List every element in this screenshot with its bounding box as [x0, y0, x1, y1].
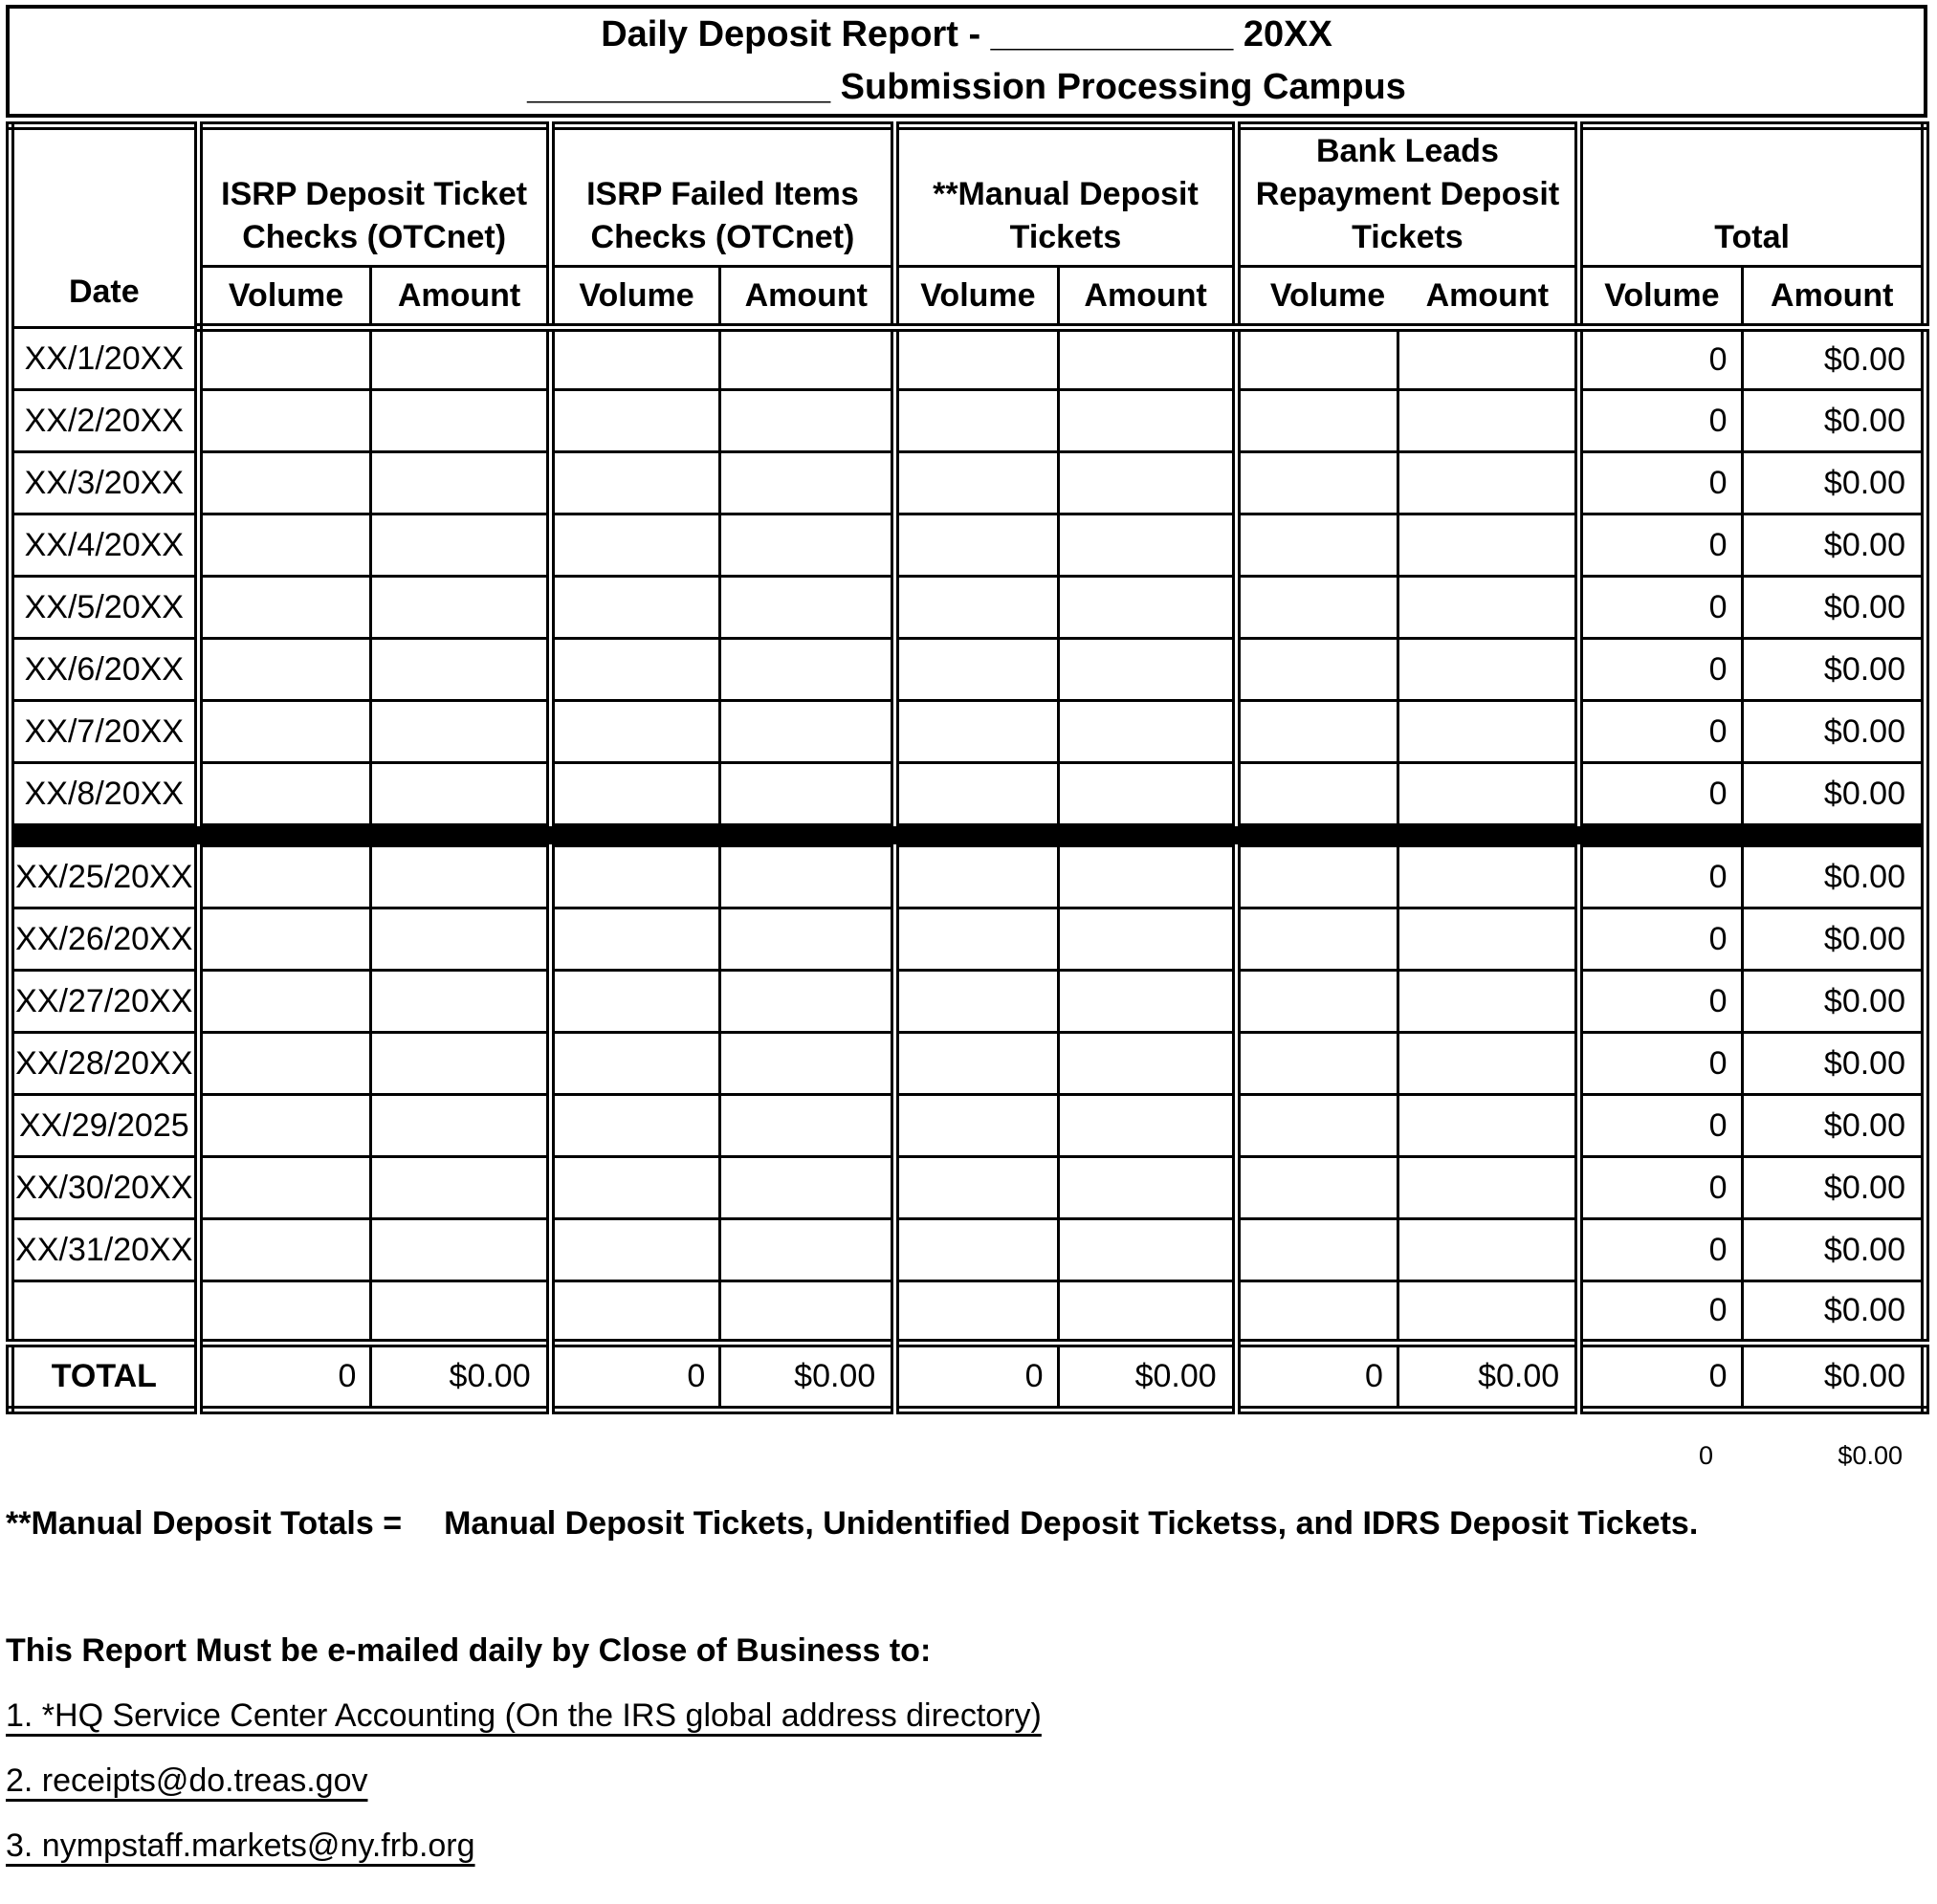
empty-amount-cell [371, 763, 550, 825]
date-cell: XX/25/20XX [11, 846, 199, 908]
total-row-amount-cell: $0.00 [1398, 1344, 1578, 1411]
empty-volume-cell [198, 1281, 371, 1344]
empty-volume-cell [198, 1033, 371, 1095]
total-row-volume-cell: 0 [895, 1344, 1058, 1411]
empty-amount-cell [1398, 514, 1578, 577]
empty-amount-cell [1398, 1281, 1578, 1344]
empty-amount-cell [371, 1095, 550, 1157]
empty-amount-cell [371, 908, 550, 971]
table-row [11, 1095, 1926, 1157]
total-volume-cell: 0 [1579, 328, 1742, 390]
empty-volume-cell [1236, 577, 1398, 639]
empty-amount-cell [371, 1033, 550, 1095]
total-volume-cell: 0 [1579, 763, 1742, 825]
empty-amount-cell [720, 328, 895, 390]
empty-volume-cell [1236, 1281, 1398, 1344]
table-row [11, 1281, 1926, 1344]
date-cell: XX/27/20XX [11, 971, 199, 1033]
empty-amount-cell [720, 1095, 895, 1157]
group-header-manual-deposit: **Manual Deposit Tickets [895, 126, 1236, 267]
total-row-label: TOTAL [11, 1344, 199, 1411]
total-amount-cell: $0.00 [1742, 1095, 1925, 1157]
total-row-volume-cell: 0 [550, 1344, 720, 1411]
total-row-amount-cell: $0.00 [1058, 1344, 1236, 1411]
empty-volume-cell [550, 639, 720, 701]
subheader-amount: Amount [720, 267, 895, 328]
empty-amount-cell [371, 1281, 550, 1344]
empty-amount-cell [1398, 1219, 1578, 1281]
empty-amount-cell [1398, 908, 1578, 971]
empty-volume-cell [198, 452, 371, 514]
empty-volume-cell [895, 390, 1058, 452]
empty-volume-cell [895, 908, 1058, 971]
empty-amount-cell [720, 971, 895, 1033]
date-cell: XX/8/20XX [11, 763, 199, 825]
empty-volume-cell [1236, 390, 1398, 452]
empty-amount-cell [720, 1219, 895, 1281]
table-row [11, 514, 1926, 577]
subheader-volume: Volume [1579, 267, 1742, 328]
empty-volume-cell [895, 1095, 1058, 1157]
email-item-nympstaff-frb[interactable]: 3. nympstaff.markets@ny.frb.org [6, 1827, 475, 1864]
total-amount-cell: $0.00 [1742, 639, 1925, 701]
empty-volume-cell [198, 701, 371, 763]
empty-volume-cell [895, 1157, 1058, 1219]
total-row-volume-cell: 0 [1579, 1344, 1742, 1411]
total-row-amount-cell: $0.00 [1742, 1344, 1925, 1411]
empty-amount-cell [720, 514, 895, 577]
empty-volume-cell [550, 846, 720, 908]
total-row-volume-cell: 0 [1236, 1344, 1398, 1411]
empty-volume-cell [895, 701, 1058, 763]
empty-amount-cell [1058, 701, 1236, 763]
empty-amount-cell [1398, 1033, 1578, 1095]
empty-volume-cell [550, 1281, 720, 1344]
group-header-total: Total [1579, 126, 1926, 267]
empty-amount-cell [1058, 1095, 1236, 1157]
empty-volume-cell [198, 971, 371, 1033]
empty-amount-cell [371, 1157, 550, 1219]
date-cell: XX/26/20XX [11, 908, 199, 971]
empty-amount-cell [720, 452, 895, 514]
manual-deposit-footnote [6, 1505, 1931, 1543]
table-row [11, 1219, 1926, 1281]
total-amount-cell: $0.00 [1742, 328, 1925, 390]
empty-amount-cell [1398, 763, 1578, 825]
empty-amount-cell [1398, 577, 1578, 639]
table-row [11, 846, 1926, 908]
below-table-amount: $0.00 [1838, 1441, 1903, 1470]
email-item-receipts-treas[interactable]: 2. receipts@do.treas.gov [6, 1762, 368, 1799]
email-item-hq-service-center[interactable]: 1. *HQ Service Center Accounting (On the IRS global address directory) [6, 1697, 1042, 1734]
date-cell: XX/6/20XX [11, 639, 199, 701]
below-table-volume: 0 [1698, 1441, 1713, 1470]
total-amount-cell: $0.00 [1742, 971, 1925, 1033]
empty-amount-cell [720, 1033, 895, 1095]
empty-volume-cell [1236, 452, 1398, 514]
email-instructions [6, 1632, 1931, 1865]
empty-volume-cell [550, 452, 720, 514]
subheader-amount: Amount [1425, 276, 1550, 314]
empty-volume-cell [1236, 908, 1398, 971]
subheader-bank-leads-volume-amount [1236, 267, 1579, 328]
empty-amount-cell [371, 577, 550, 639]
total-volume-cell: 0 [1579, 639, 1742, 701]
empty-volume-cell [895, 452, 1058, 514]
empty-volume-cell [895, 328, 1058, 390]
empty-amount-cell [1398, 701, 1578, 763]
empty-amount-cell [1398, 639, 1578, 701]
empty-volume-cell [198, 1157, 371, 1219]
empty-amount-cell [720, 1157, 895, 1219]
empty-amount-cell [1398, 971, 1578, 1033]
table-row [11, 328, 1926, 390]
date-cell [11, 1281, 199, 1344]
date-cell: XX/5/20XX [11, 577, 199, 639]
empty-amount-cell [720, 1281, 895, 1344]
total-volume-cell: 0 [1579, 1095, 1742, 1157]
empty-volume-cell [550, 577, 720, 639]
total-amount-cell: $0.00 [1742, 577, 1925, 639]
empty-volume-cell [198, 908, 371, 971]
date-cell: XX/7/20XX [11, 701, 199, 763]
empty-volume-cell [1236, 971, 1398, 1033]
empty-amount-cell [371, 514, 550, 577]
report-title-line1: Daily Deposit Report - ____________ 20XX [601, 14, 1332, 55]
total-volume-cell: 0 [1579, 701, 1742, 763]
empty-amount-cell [1058, 1281, 1236, 1344]
total-volume-cell: 0 [1579, 390, 1742, 452]
empty-amount-cell [371, 452, 550, 514]
total-amount-cell: $0.00 [1742, 908, 1925, 971]
empty-volume-cell [895, 639, 1058, 701]
empty-volume-cell [198, 1095, 371, 1157]
group-header-bank-leads: Bank Leads Repayment Deposit Tickets [1236, 126, 1579, 267]
empty-volume-cell [198, 846, 371, 908]
empty-amount-cell [1058, 577, 1236, 639]
report-title-line2: _______________ Submission Processing Campus [527, 67, 1406, 107]
total-volume-cell: 0 [1579, 1219, 1742, 1281]
total-amount-cell: $0.00 [1742, 452, 1925, 514]
daily-deposit-table [6, 121, 1929, 1414]
empty-amount-cell [1058, 908, 1236, 971]
empty-volume-cell [550, 1095, 720, 1157]
total-amount-cell: $0.00 [1742, 846, 1925, 908]
empty-volume-cell [198, 639, 371, 701]
footnote-text: Manual Deposit Tickets, Unidentified Deposit Ticketss, and IDRS Deposit Tickets. [444, 1505, 1699, 1542]
total-volume-cell: 0 [1579, 514, 1742, 577]
table-row [11, 1033, 1926, 1095]
empty-amount-cell [371, 971, 550, 1033]
empty-volume-cell [550, 328, 720, 390]
empty-amount-cell [371, 328, 550, 390]
empty-volume-cell [550, 390, 720, 452]
total-amount-cell: $0.00 [1742, 1281, 1925, 1344]
empty-volume-cell [1236, 846, 1398, 908]
total-amount-cell: $0.00 [1742, 1157, 1925, 1219]
total-volume-cell: 0 [1579, 846, 1742, 908]
empty-volume-cell [550, 763, 720, 825]
empty-amount-cell [371, 846, 550, 908]
empty-volume-cell [550, 1219, 720, 1281]
total-amount-cell: $0.00 [1742, 701, 1925, 763]
date-cell: XX/4/20XX [11, 514, 199, 577]
date-cell: XX/31/20XX [11, 1219, 199, 1281]
total-volume-cell: 0 [1579, 971, 1742, 1033]
empty-amount-cell [1058, 1219, 1236, 1281]
total-row-amount-cell: $0.00 [720, 1344, 895, 1411]
empty-amount-cell [1058, 639, 1236, 701]
empty-amount-cell [720, 577, 895, 639]
empty-amount-cell [371, 390, 550, 452]
total-row [11, 1344, 1926, 1411]
empty-volume-cell [1236, 639, 1398, 701]
empty-amount-cell [1058, 1157, 1236, 1219]
empty-amount-cell [1058, 763, 1236, 825]
empty-volume-cell [1236, 763, 1398, 825]
total-amount-cell: $0.00 [1742, 1033, 1925, 1095]
empty-amount-cell [371, 639, 550, 701]
table-row [11, 639, 1926, 701]
empty-amount-cell [371, 1219, 550, 1281]
empty-amount-cell [720, 908, 895, 971]
table-row [11, 577, 1926, 639]
empty-volume-cell [550, 971, 720, 1033]
total-volume-cell: 0 [1579, 1281, 1742, 1344]
table-row [11, 908, 1926, 971]
group-header-isrp-deposit-ticket: ISRP Deposit Ticket Checks (OTCnet) [198, 126, 550, 267]
empty-volume-cell [895, 1033, 1058, 1095]
empty-amount-cell [1058, 390, 1236, 452]
empty-volume-cell [895, 763, 1058, 825]
empty-volume-cell [895, 971, 1058, 1033]
empty-amount-cell [720, 846, 895, 908]
empty-amount-cell [1398, 328, 1578, 390]
total-amount-cell: $0.00 [1742, 390, 1925, 452]
empty-volume-cell [1236, 1095, 1398, 1157]
empty-volume-cell [1236, 1219, 1398, 1281]
total-volume-cell: 0 [1579, 1033, 1742, 1095]
empty-volume-cell [895, 1281, 1058, 1344]
group-header-row [11, 126, 1926, 267]
empty-volume-cell [550, 514, 720, 577]
date-cell: XX/29/2025 [11, 1095, 199, 1157]
group-header-isrp-failed-items: ISRP Failed Items Checks (OTCnet) [550, 126, 895, 267]
empty-amount-cell [371, 701, 550, 763]
subheader-amount: Amount [1742, 267, 1925, 328]
subheader-amount: Amount [1058, 267, 1236, 328]
footnote-label: **Manual Deposit Totals = [6, 1505, 403, 1542]
empty-amount-cell [1058, 1033, 1236, 1095]
date-cell: XX/30/20XX [11, 1157, 199, 1219]
empty-amount-cell [720, 701, 895, 763]
empty-amount-cell [1398, 390, 1578, 452]
empty-volume-cell [198, 763, 371, 825]
empty-volume-cell [198, 328, 371, 390]
empty-volume-cell [198, 514, 371, 577]
empty-amount-cell [1058, 971, 1236, 1033]
separator-bar [11, 825, 1926, 846]
date-cell: XX/28/20XX [11, 1033, 199, 1095]
empty-volume-cell [550, 701, 720, 763]
empty-volume-cell [1236, 514, 1398, 577]
empty-amount-cell [1398, 1095, 1578, 1157]
empty-volume-cell [550, 1033, 720, 1095]
empty-amount-cell [1058, 846, 1236, 908]
empty-amount-cell [1398, 452, 1578, 514]
empty-amount-cell [1398, 846, 1578, 908]
date-cell: XX/3/20XX [11, 452, 199, 514]
empty-amount-cell [1398, 1157, 1578, 1219]
subheader-volume: Volume [1269, 276, 1386, 314]
empty-amount-cell [720, 390, 895, 452]
subheader-amount: Amount [371, 267, 550, 328]
subheader-volume: Volume [550, 267, 720, 328]
table-row [11, 1157, 1926, 1219]
email-heading: This Report Must be e-mailed daily by Close of Business to: [6, 1632, 932, 1669]
total-row-amount-cell: $0.00 [371, 1344, 550, 1411]
empty-amount-cell [1058, 514, 1236, 577]
empty-volume-cell [198, 390, 371, 452]
date-column-header: Date [11, 126, 199, 328]
total-volume-cell: 0 [1579, 577, 1742, 639]
subheader-volume: Volume [198, 267, 371, 328]
title-box [6, 5, 1927, 118]
empty-volume-cell [198, 1219, 371, 1281]
date-cell: XX/2/20XX [11, 390, 199, 452]
empty-volume-cell [895, 514, 1058, 577]
subheader-row [11, 267, 1926, 328]
empty-volume-cell [895, 577, 1058, 639]
total-amount-cell: $0.00 [1742, 1219, 1925, 1281]
empty-amount-cell [1058, 328, 1236, 390]
empty-volume-cell [1236, 1157, 1398, 1219]
table-row [11, 971, 1926, 1033]
empty-volume-cell [550, 908, 720, 971]
total-amount-cell: $0.00 [1742, 763, 1925, 825]
total-amount-cell: $0.00 [1742, 514, 1925, 577]
empty-amount-cell [720, 763, 895, 825]
table-row [11, 763, 1926, 825]
empty-volume-cell [895, 846, 1058, 908]
empty-volume-cell [1236, 1033, 1398, 1095]
empty-volume-cell [1236, 701, 1398, 763]
subheader-volume: Volume [895, 267, 1058, 328]
total-volume-cell: 0 [1579, 452, 1742, 514]
table-row [11, 390, 1926, 452]
total-volume-cell: 0 [1579, 908, 1742, 971]
date-cell: XX/1/20XX [11, 328, 199, 390]
total-row-volume-cell: 0 [198, 1344, 371, 1411]
empty-amount-cell [1058, 452, 1236, 514]
empty-volume-cell [550, 1157, 720, 1219]
section-separator-row [11, 825, 1926, 846]
table-row [11, 701, 1926, 763]
table-row [11, 452, 1926, 514]
below-table-totals [6, 1441, 1929, 1471]
empty-volume-cell [198, 577, 371, 639]
empty-amount-cell [720, 639, 895, 701]
empty-volume-cell [895, 1219, 1058, 1281]
empty-volume-cell [1236, 328, 1398, 390]
total-volume-cell: 0 [1579, 1157, 1742, 1219]
